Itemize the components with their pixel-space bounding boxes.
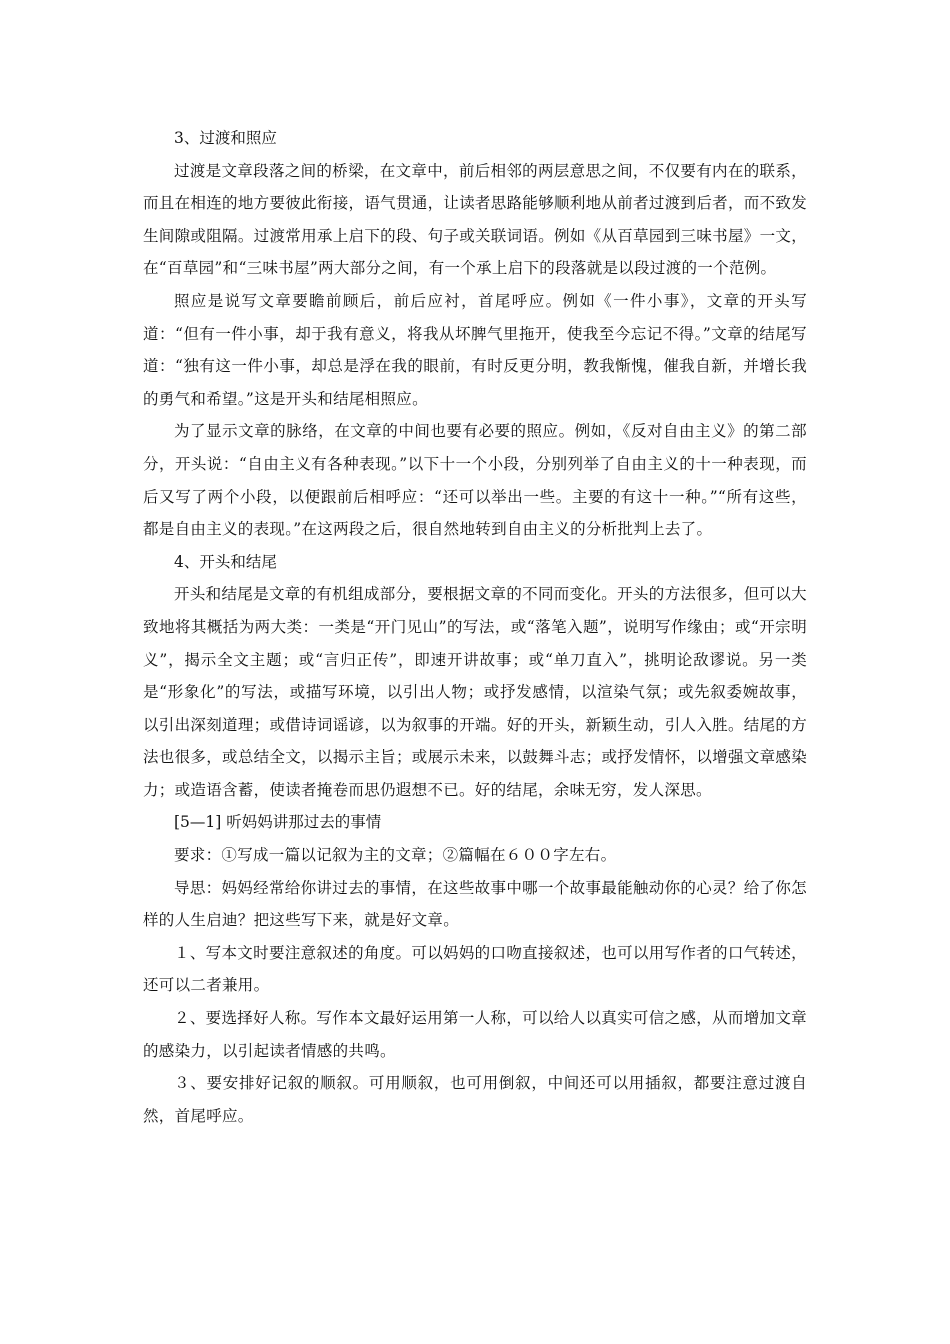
exercise-tip-2: ２、要选择好人称。写作本文最好运用第一人称，可以给人以真实可信之感，从而增加文章的感染力，以引起读者情感的共鸣。 xyxy=(143,1009,807,1060)
paragraph-transition: 过渡是文章段落之间的桥梁，在文章中，前后相邻的两层意思之间，不仅要有内在的联系，而且在相连的地方要彼此衔接，语气贯通，让读者思路能够顺利地从前者过渡到后者，而不致发生间隙或阻隔。过渡常用承上启下的段、句子或关联词语。例如《从百草园到三味书屋》一文，在“百草园”和“三味书屋”两大部分之间，有一个承上启下的段落就是以段过渡的一个范例。 xyxy=(143,161,807,278)
paragraph-opening-ending: 开头和结尾是文章的有机组成部分，要根据文章的不同而变化。开头的方法很多，但可以大致地将其概括为两大类：一类是“开门见山”的写法，或“落笔入题”，说明写作缘由；或“开宗明义”，揭示全文主题；或“言归正传”，即速开讲故事；或“单刀直入”，挑明论敌谬说。另一类是“形象化”的写法，或描写环境，以引出人物；或抒发感情，以渲染气氛；或先叙委婉故事，以引出深刻道理；或借诗词谣谚，以为叙事的开端。好的开头，新颖生动，引人入胜。结尾的方法也很多，或总结全文，以揭示主旨；或展示未来，以鼓舞斗志；或抒发情怀，以增强文章感染力；或造语含蓄，使读者掩卷而思仍遐想不已。好的结尾，余味无穷，发人深思。 xyxy=(143,585,807,799)
exercise-tip-1: １、写本文时要注意叙述的角度。可以妈妈的口吻直接叙述，也可以用写作者的口气转述，还可以二者兼用。 xyxy=(143,943,807,995)
section-heading-transition: 3、过渡和照应 xyxy=(174,129,277,147)
exercise-tip-3: ３、要安排好记叙的顺叙。可用顺叙，也可用倒叙，中间还可以用插叙，都要注意过渡自然，首尾呼应。 xyxy=(143,1074,807,1125)
exercise-requirement: 要求：①写成一篇以记叙为主的文章；②篇幅在６００字左右。 xyxy=(174,846,617,865)
section-heading-opening-ending: 4、开头和结尾 xyxy=(174,552,277,571)
exercise-guide: 导思：妈妈经常给你讲过去的事情，在这些故事中哪一个故事最能触动你的心灵？给了你怎样的人生启迪？把这些写下来，就是好文章。 xyxy=(143,878,807,930)
document-page xyxy=(143,122,807,1132)
exercise-title: [5—1] 听妈妈讲那过去的事情 xyxy=(174,813,382,832)
paragraph-echo: 照应是说写文章要瞻前顾后，前后应衬，首尾呼应。例如《一件小事》，文章的开头写道：“但有一件小事，却于我有意义，将我从坏脾气里拖开，使我至今忘记不得。”文章的结尾写道：“独有这一件小事，却总是浮在我的眼前，有时反更分明，教我惭愧，催我自新，并增长我的勇气和希望。”这是开头和结尾相照应。 xyxy=(143,291,807,408)
paragraph-middle-echo: 为了显示文章的脉络，在文章的中间也要有必要的照应。例如，《反对自由主义》的第二部分，开头说：“自由主义有各种表现。”以下十一个小段，分别列举了自由主义的十一种表现，而后又写了两个小段，以便跟前后相呼应：“还可以举出一些。主要的有这十一种。”“所有这些，都是自由主义的表现。”在这两段之后，很自然地转到自由主义的分析批判上去了。 xyxy=(143,422,807,539)
